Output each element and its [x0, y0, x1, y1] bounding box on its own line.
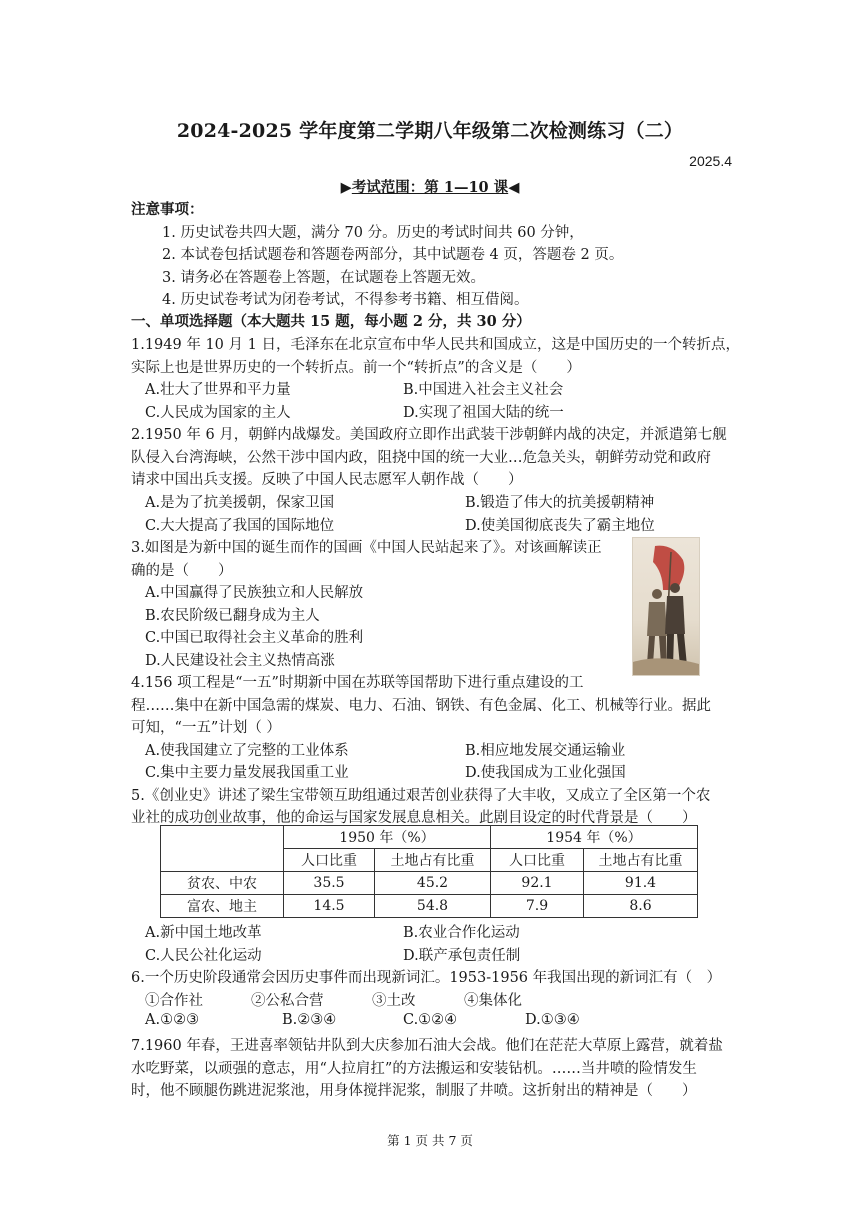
question-2-option-c: C.大大提高了我国的国际地位: [145, 518, 335, 534]
page-number: 第 1 页 共 7 页: [387, 1133, 473, 1148]
question-6-item: ③土改: [372, 993, 416, 1009]
table-row: [161, 895, 698, 918]
question-6-option-c: C.①②④: [403, 1012, 458, 1028]
question-5-stem: 5.《创业史》讲述了梁生宝带领互助组通过艰苦创业获得了大丰收，又成立了全区第一个农: [131, 788, 711, 804]
land-distribution-table: [160, 825, 698, 918]
question-2-stem: 队侵入台湾海峡，公然干涉中国内政，阻挠中国的统一大业…危急关头，朝鲜劳动党和政府: [131, 450, 711, 466]
question-4-stem: 4.156 项工程是“一五”时期新中国在苏联等国帮助下进行重点建设的工: [131, 675, 584, 691]
question-1-stem: 实际上也是世界历史的一个转折点。前一个“转折点”的含义是（ ）: [131, 360, 581, 376]
question-5-option-a: A.新中国土地改革: [145, 925, 262, 941]
table-row-label: 贫农、中农: [161, 872, 284, 895]
table-cell: 14.5: [284, 895, 375, 918]
table-row: [161, 872, 698, 895]
question-1-option-a: A.壮大了世界和平力量: [145, 382, 291, 398]
question-7-stem: 水吃野菜，以顽强的意志，用“人拉肩扛”的方法搬运和安装钻机。……当井喷的险情发生: [131, 1061, 697, 1077]
question-3-option-c: C.中国已取得社会主义革命的胜利: [145, 630, 364, 646]
question-2-stem: 2.1950 年 6 月，朝鲜内战爆发。美国政府立即作出武装干涉朝鲜内战的决定，并派遣第七舰: [131, 427, 727, 443]
notes-heading: 注意事项：: [131, 201, 204, 218]
table-sub-header: 人口比重: [284, 849, 375, 872]
question-1-option-d: D.实现了祖国大陆的统一: [403, 405, 564, 421]
question-2-option-b: B.锻造了伟大的抗美援朝精神: [465, 495, 655, 511]
question-6-item: ②公私合营: [251, 993, 324, 1009]
exam-date: 2025.4: [689, 153, 732, 169]
question-3-stem: 确的是（ ）: [131, 563, 233, 579]
question-5-option-c: C.人民公社化运动: [145, 948, 262, 964]
question-1-stem: 1.1949 年 10 月 1 日，毛泽东在北京宣布中华人民共和国成立，这是中国历史的一个转折点，: [131, 337, 740, 353]
painting-image: [632, 537, 700, 676]
note-item: 2. 本试卷包括试题卷和答题卷两部分，其中试题卷 4 页，答题卷 2 页。: [162, 247, 624, 263]
section-heading: 一、单项选择题（本大题共 15 题，每小题 2 分，共 30 分）: [131, 313, 531, 330]
table-corner-cell: [161, 826, 284, 872]
table-row: [161, 826, 698, 849]
question-2-option-d: D.使美国彻底丧失了霸主地位: [465, 518, 655, 534]
question-7-stem: 时，他不顾腿伤跳进泥浆池，用身体搅拌泥浆，制服了井喷。这折射出的精神是（ ）: [131, 1083, 697, 1099]
question-4-option-d: D.使我国成为工业化强国: [465, 765, 626, 781]
scope-text: 考试范围：第 1—10 课: [351, 179, 509, 196]
table-cell: 45.2: [375, 872, 491, 895]
table-cell: 92.1: [491, 872, 584, 895]
table-cell: 35.5: [284, 872, 375, 895]
left-triangle-icon: ◀: [508, 179, 520, 196]
right-triangle-icon: ▶: [340, 179, 352, 196]
question-1-option-c: C.人民成为国家的主人: [145, 405, 291, 421]
table-cell: 54.8: [375, 895, 491, 918]
table-year-header: 1954 年（%）: [491, 826, 698, 849]
question-3-option-d: D.人民建设社会主义热情高涨: [145, 653, 335, 669]
question-5-stem: 业社的成功创业故事，他的命运与国家发展息息相关。此剧目设定的时代背景是（ ）: [131, 810, 697, 826]
question-4-option-c: C.集中主要力量发展我国重工业: [145, 765, 349, 781]
painting-illustration: [633, 538, 699, 675]
question-6-stem: 6.一个历史阶段通常会因历史事件而出现新词汇。1953-1956 年我国出现的新词汇有（ ）: [131, 970, 722, 986]
question-3-option-a: A.中国赢得了民族独立和人民解放: [145, 585, 364, 601]
exam-scope: [0, 176, 860, 197]
question-4-option-a: A.使我国建立了完整的工业体系: [145, 743, 349, 759]
table-sub-header: 人口比重: [491, 849, 584, 872]
question-2-stem: 请求中国出兵支援。反映了中国人民志愿军人朝作战（ ）: [131, 472, 523, 488]
question-6-item: ①合作社: [145, 993, 203, 1009]
question-3-option-b: B.农民阶级已翻身成为主人: [145, 608, 320, 624]
table-row-label: 富农、地主: [161, 895, 284, 918]
table-cell: 91.4: [584, 872, 698, 895]
question-6-option-d: D.①③④: [525, 1012, 580, 1028]
question-3-stem: 3.如图是为新中国的诞生而作的国画《中国人民站起来了》。对该画解读正: [131, 540, 602, 556]
question-2-option-a: A.是为了抗美援朝，保家卫国: [145, 495, 335, 511]
question-4-option-b: B.相应地发展交通运输业: [465, 743, 626, 759]
note-item: 4. 历史试卷考试为闭卷考试，不得参考书籍、相互借阅。: [162, 292, 529, 308]
page-title: 2024-2025 学年度第二学期八年级第二次检测练习（二）: [176, 120, 684, 142]
question-1-option-b: B.中国进入社会主义社会: [403, 382, 564, 398]
question-6-option-a: A.①②③: [145, 1012, 200, 1028]
table-year-header: 1950 年（%）: [284, 826, 491, 849]
question-7-stem: 7.1960 年春，王进喜率领钻井队到大庆参加石油大会战。他们在茫茫大草原上露营，就着盐: [131, 1038, 723, 1054]
table-sub-header: 土地占有比重: [375, 849, 491, 872]
table-cell: 8.6: [584, 895, 698, 918]
note-item: 3. 请务必在答题卷上答题，在试题卷上答题无效。: [162, 270, 485, 286]
question-6-option-b: B.②③④: [282, 1012, 337, 1028]
note-item: 1. 历史试卷共四大题，满分 70 分。历史的考试时间共 60 分钟，: [162, 225, 584, 241]
question-5-option-d: D.联产承包责任制: [403, 948, 521, 964]
table-sub-header: 土地占有比重: [584, 849, 698, 872]
question-5-option-b: B.农业合作化运动: [403, 925, 520, 941]
table-cell: 7.9: [491, 895, 584, 918]
question-6-item: ④集体化: [464, 993, 522, 1009]
question-4-stem: 可知，“一五”计划（ ）: [131, 720, 281, 736]
question-4-stem: 程……集中在新中国急需的煤炭、电力、石油、钢铁、有色金属、化工、机械等行业。据此: [131, 698, 711, 714]
